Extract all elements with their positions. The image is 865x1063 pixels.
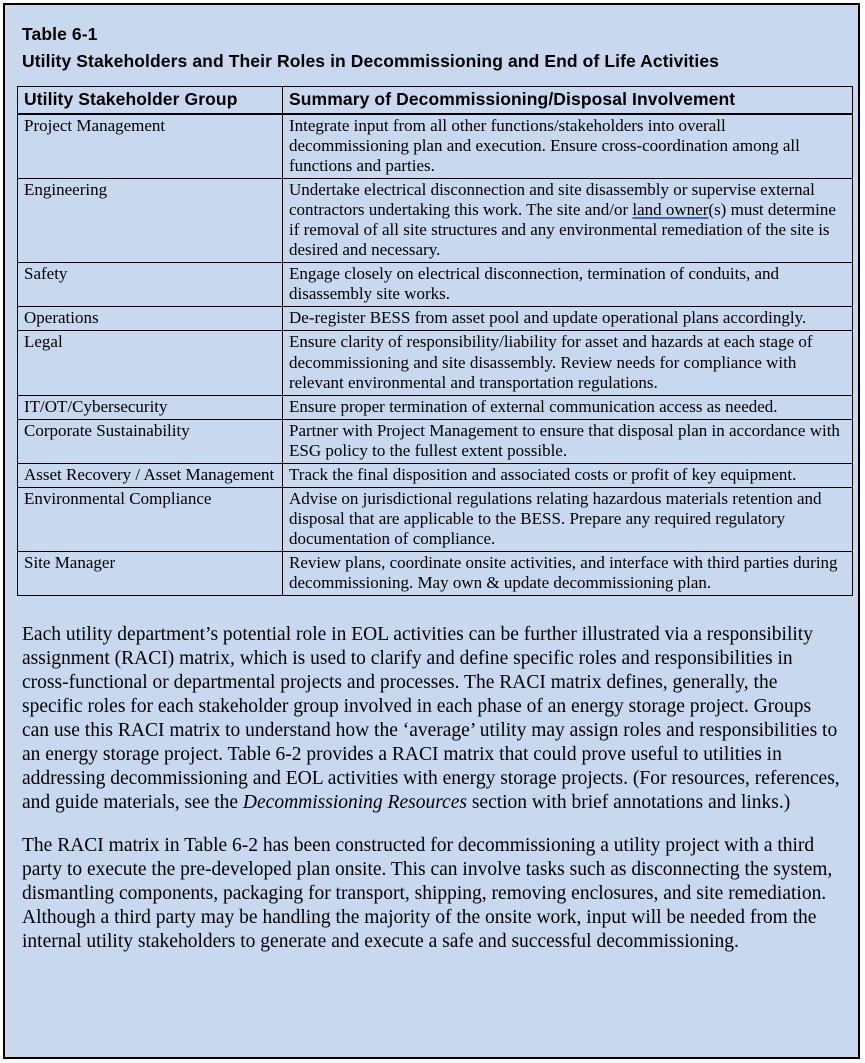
table-row <box>18 551 853 595</box>
column-header-summary: Summary of Decommissioning/Disposal Involvement <box>283 87 853 115</box>
stakeholder-group-cell: Asset Recovery / Asset Management <box>18 463 283 487</box>
body-paragraph: Each utility department’s potential role in EOL activities can be further illustrated via a responsibility assignment (RACI) matrix, which is used to clarify and define specific roles and responsibilities in cross-functional or departmental projects and processes. The RACI matrix defines, generally, the specific roles for each stakeholder group involved in each phase of an energy storage project. Groups can use this RACI matrix to understand how the ‘average’ utility may assign roles and responsibilities to an energy storage project. Table 6-2 provides a RACI matrix that could prove useful to utilities in addressing decommissioning and EOL activities with energy storage projects. (For resources, references, and guide materials, see the Decommissioning Resources section with brief annotations and links.) <box>22 624 840 814</box>
document-page <box>3 3 860 1059</box>
summary-cell: Ensure clarity of responsibility/liability for asset and hazards at each stage of decommissioning and site disassembly. Review needs for compliance with relevant environmental and transportation regulations. <box>283 331 853 395</box>
table-row <box>18 419 853 463</box>
summary-cell: Track the final disposition and associated costs or profit of key equipment. <box>283 463 853 487</box>
table-row <box>18 114 853 179</box>
table-caption <box>15 21 850 75</box>
table-row <box>18 263 853 307</box>
stakeholder-group-cell: Project Management <box>18 114 283 179</box>
summary-cell: Integrate input from all other functions/stakeholders into overall decommissioning plan and execution. Ensure cross-coordination among all functions and parties. <box>283 114 853 179</box>
stakeholder-group-cell: Corporate Sustainability <box>18 419 283 463</box>
summary-cell: Advise on jurisdictional regulations relating hazardous materials retention and disposal that are applicable to the BESS. Prepare any required regulatory documentation of compliance. <box>283 487 853 551</box>
land-owner-link[interactable]: land owner <box>632 200 709 220</box>
table-header-row <box>18 87 853 115</box>
stakeholder-group-cell: Site Manager <box>18 551 283 595</box>
page-content <box>5 5 858 954</box>
summary-cell: De-register BESS from asset pool and update operational plans accordingly. <box>283 307 853 331</box>
stakeholder-group-cell: Operations <box>18 307 283 331</box>
summary-cell: Partner with Project Management to ensure that disposal plan in accordance with ESG policy to the fullest extent possible. <box>283 419 853 463</box>
table-row <box>18 331 853 395</box>
summary-cell: Engage closely on electrical disconnection, termination of conduits, and disassembly site works. <box>283 263 853 307</box>
table-row <box>18 463 853 487</box>
body-text <box>15 623 850 954</box>
stakeholder-group-cell: Legal <box>18 331 283 395</box>
body-paragraph: The RACI matrix in Table 6-2 has been constructed for decommissioning a utility project with a third party to execute the pre-developed plan onsite. This can involve tasks such as disconnecting the system, dismantling components, packaging for transport, shipping, removing enclosures, and site remediation. Although a third party may be handling the majority of the onsite work, input will be needed from the internal utility stakeholders to generate and execute a safe and successful decommissioning. <box>22 835 833 953</box>
table-row <box>18 395 853 419</box>
table-title: Utility Stakeholders and Their Roles in Decommissioning and End of Life Activities <box>22 51 719 71</box>
stakeholder-group-cell: Environmental Compliance <box>18 487 283 551</box>
summary-cell: Review plans, coordinate onsite activities, and interface with third parties during decommissioning. May own & update decommissioning plan. <box>283 551 853 595</box>
stakeholder-group-cell: Safety <box>18 263 283 307</box>
column-header-stakeholder-group: Utility Stakeholder Group <box>18 87 283 115</box>
table-number: Table 6-1 <box>22 24 98 44</box>
table-row <box>18 487 853 551</box>
stakeholder-group-cell: Engineering <box>18 179 283 263</box>
italic-phrase: Decommissioning Resources <box>242 792 467 814</box>
summary-cell: Undertake electrical disconnection and site disassembly or supervise external contractors undertaking this work. The site and/or land owner(s) must determine if removal of all site structures and any environmental remediation of the site is desired and necessary. <box>283 179 853 263</box>
stakeholder-group-cell: IT/OT/Cybersecurity <box>18 395 283 419</box>
stakeholders-table <box>17 86 853 596</box>
table-row <box>18 179 853 263</box>
summary-cell: Ensure proper termination of external communication access as needed. <box>283 395 853 419</box>
table-row <box>18 307 853 331</box>
